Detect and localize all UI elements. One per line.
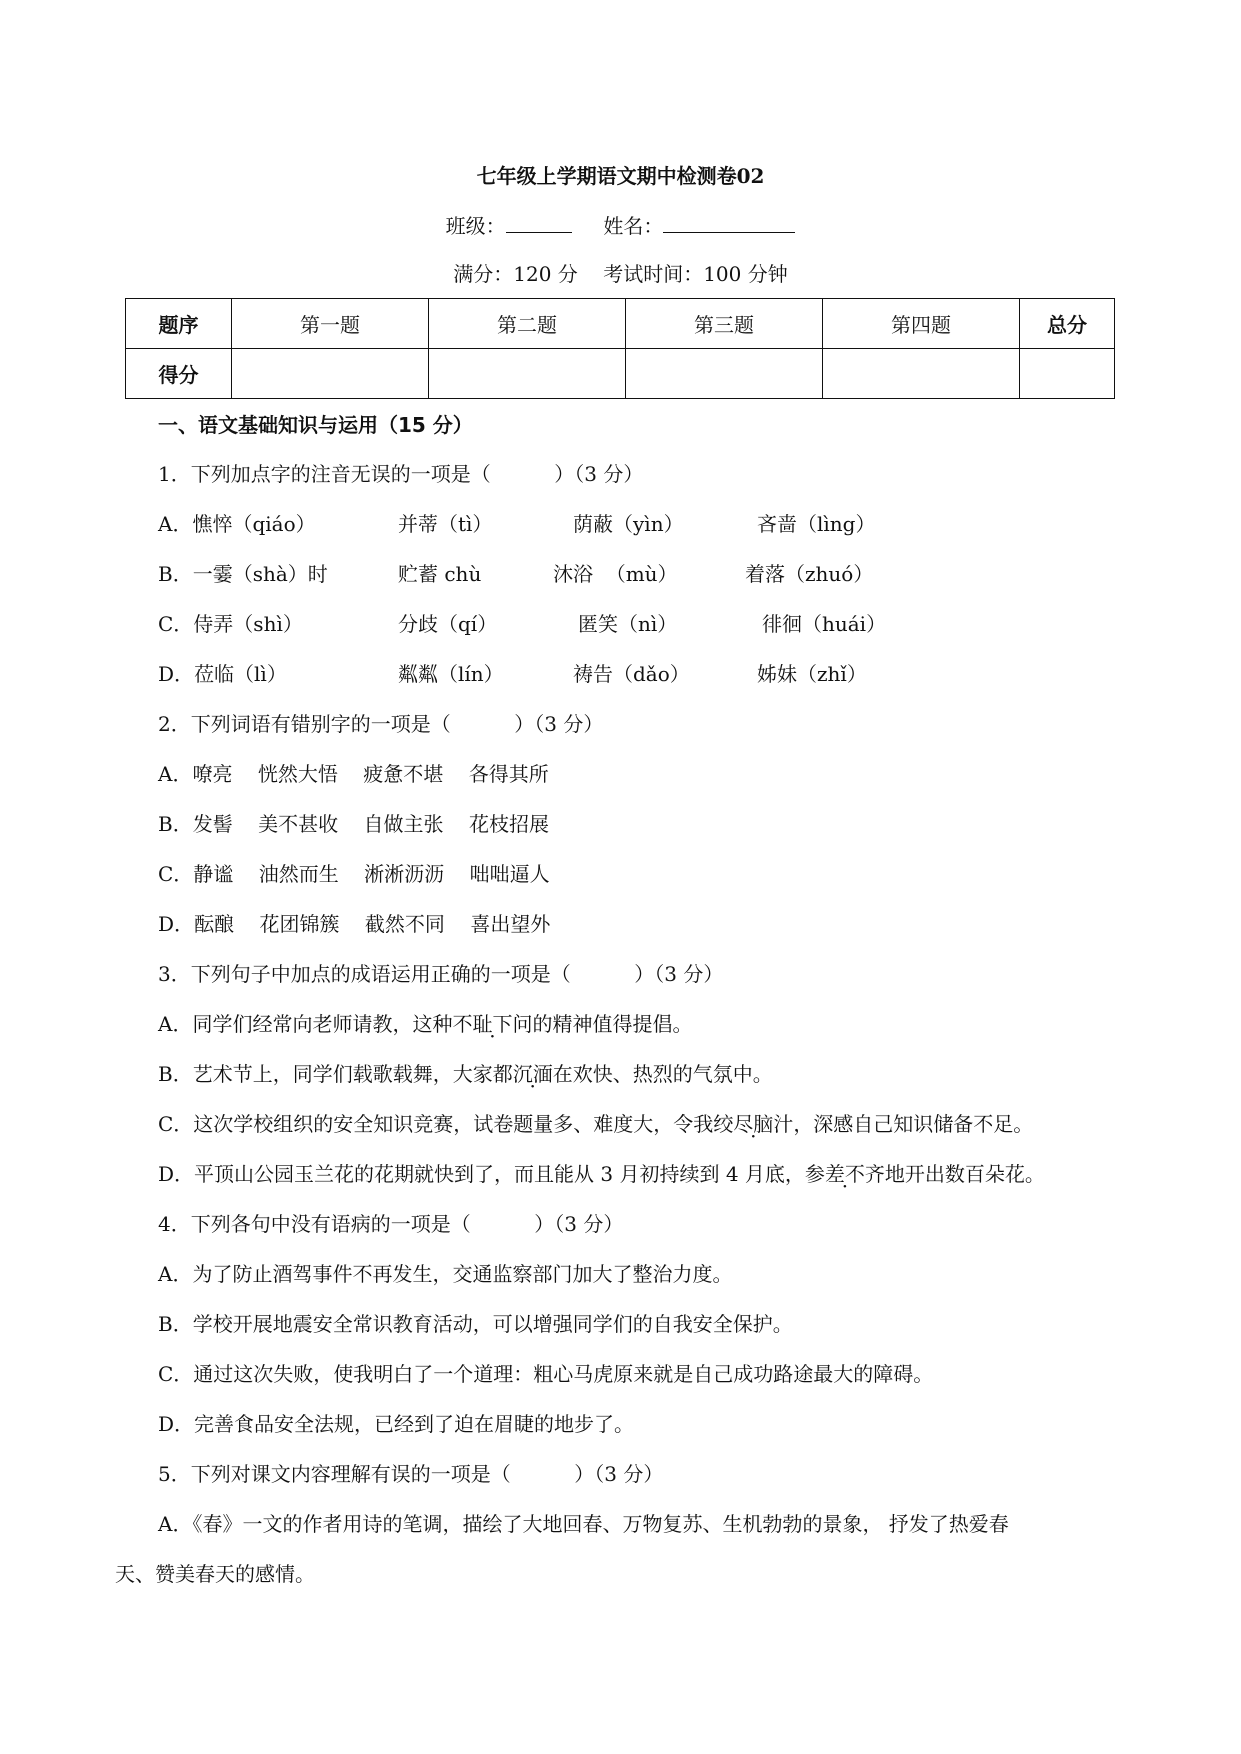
q4-option-c: C．通过这次失败，使我明白了一个道理：粗心马虎原来就是自己成功路途最大的障碍。: [158, 1362, 934, 1386]
text-segment: A．同学们经常向老师请教，这种: [158, 1012, 453, 1036]
text-segment: 地开出数百朵花。: [884, 1162, 1045, 1186]
question-stem: 3．下列句子中加点的成语运用正确的一项是（ ）（3 分）: [158, 962, 724, 986]
question-stem: 4．下列各句中没有语病的一项是（ ）（3 分）: [158, 1212, 624, 1236]
score-time-info: 满分：120 分 考试时间：100 分钟: [453, 262, 788, 286]
class-label: 班级：: [445, 214, 506, 238]
option-item: 荫蔽（yìn）: [573, 512, 684, 536]
q5-option-a-continued: 天、赞美春天的感情。: [115, 1562, 315, 1586]
score-table: [125, 298, 1115, 399]
section-heading: 一、语文基础知识与运用（15 分）: [158, 413, 473, 437]
option-item: 并蒂（tì）: [398, 512, 493, 536]
score-input-cell: [823, 349, 1020, 399]
question-stem: 5．下列对课文内容理解有误的一项是（ ）（3 分）: [158, 1462, 664, 1486]
table-cell: 得分: [126, 349, 232, 399]
q2-option-d: D．酝酿 花团锦簇 截然不同 喜出望外: [158, 912, 551, 936]
name-blank: [663, 214, 795, 233]
option-item: 祷告（dǎo）: [573, 662, 690, 686]
q2-option-b: B．发髻 美不甚收 自做主张 花枝招展: [158, 812, 549, 836]
table-cell: 第三题: [626, 299, 823, 349]
exam-title: 七年级上学期语文期中检测卷02: [476, 164, 765, 188]
text-segment: ，深感自己知识储备不足。: [793, 1112, 1034, 1136]
score-input-cell: [626, 349, 823, 399]
q2-option-c: C．静谧 油然而生 淅淅沥沥 咄咄逼人: [158, 862, 550, 886]
option-item: 着落（zhuó）: [745, 562, 874, 586]
score-input-cell: [429, 349, 626, 399]
table-header-row: [126, 299, 1115, 349]
table-cell: 总分: [1020, 299, 1115, 349]
text-segment: C．这次学校组织的安全知识竞赛，试卷题量多、难度大，令我: [158, 1112, 714, 1136]
q5-option-a: A．《春》一文的作者用诗的笔调，描绘了大地回春、万物复苏、生机勃勃的景象， 抒发了热爱春: [158, 1512, 1009, 1536]
text-segment: D．平顶山公园玉兰花的花期就快到了，而且能从 3 月初持续到 4 月底，: [158, 1162, 805, 1186]
score-input-cell: [232, 349, 429, 399]
text-segment: B．艺术节上，同学们载歌载舞，大家都: [158, 1062, 513, 1086]
score-input-cell: [1020, 349, 1115, 399]
option-item: 分歧（qí）: [398, 612, 498, 636]
q4-option-b: B．学校开展地震安全常识教育活动，可以增强同学们的自我安全保护。: [158, 1312, 793, 1336]
option-item: 沐浴 （mù）: [553, 562, 678, 586]
student-info-line: [0, 210, 1241, 239]
name-label: 姓名：: [603, 214, 664, 238]
option-item: 吝啬（lìng）: [757, 512, 876, 536]
option-item: B．一霎（shà）时: [158, 562, 328, 586]
text-segment: 在欢快、热烈的气氛中。: [552, 1062, 773, 1086]
option-item: D．莅临（lì）: [158, 662, 287, 686]
question-stem: 1．下列加点字的注音无误的一项是（ ）（3 分）: [158, 462, 644, 486]
q3-option-b: [158, 1060, 773, 1088]
q4-option-a: A．为了防止酒驾事件不再发生，交通监察部门加大了整治力度。: [158, 1262, 733, 1286]
table-score-row: [126, 349, 1115, 399]
dotted-idiom: 沉湎: [512, 1062, 553, 1086]
q3-option-d: [158, 1160, 1045, 1188]
text-segment: 的精神值得提倡。: [532, 1012, 693, 1036]
q2-option-a: A．嘹亮 恍然大悟 疲惫不堪 各得其所: [158, 762, 549, 786]
dotted-idiom: 参差不齐: [804, 1162, 885, 1186]
option-item: C．侍弄（shì）: [158, 612, 303, 636]
dotted-idiom: 不耻下问: [452, 1012, 533, 1036]
table-cell: 题序: [126, 299, 232, 349]
option-item: 匿笑（nì）: [578, 612, 678, 636]
option-item: 徘徊（huái）: [762, 612, 887, 636]
question-stem: 2．下列词语有错别字的一项是（ ）（3 分）: [158, 712, 604, 736]
table-cell: 第四题: [823, 299, 1020, 349]
option-item: 贮蓄 chù: [398, 562, 482, 586]
dotted-idiom: 绞尽脑汁: [713, 1112, 794, 1136]
option-item: 姊妹（zhǐ）: [757, 662, 867, 686]
q3-option-a: [158, 1010, 692, 1038]
q3-option-c: [158, 1110, 1033, 1138]
option-item: A．憔悴（qiáo）: [158, 512, 316, 536]
class-blank: [506, 214, 572, 233]
q4-option-d: D．完善食品安全法规，已经到了迫在眉睫的地步了。: [158, 1412, 635, 1436]
option-item: 粼粼（lín）: [398, 662, 504, 686]
table-cell: 第一题: [232, 299, 429, 349]
table-cell: 第二题: [429, 299, 626, 349]
